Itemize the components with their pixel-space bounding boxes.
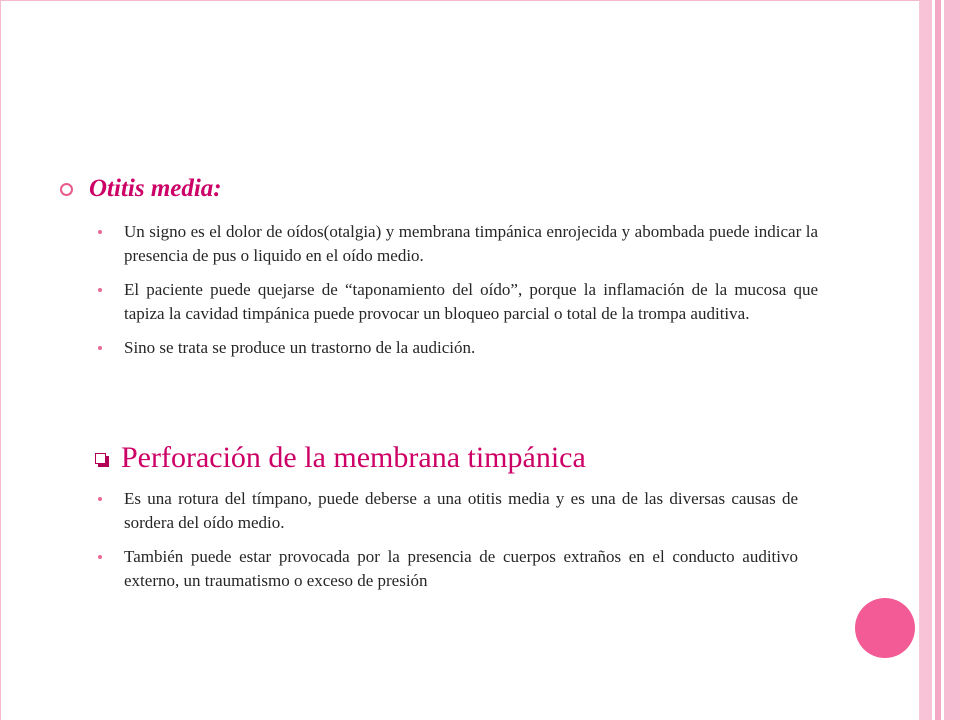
- bullet-text: Un signo es el dolor de oídos(otalgia) y membrana timpánica enrojecida y abombada puede indicar la presencia de pus o liquido en el oído medio.: [124, 222, 818, 265]
- bullet-text: Es una rotura del tímpano, puede deberse a una otitis media y es una de las diversas causas de sordera del oído medio.: [124, 489, 798, 532]
- list-item: [98, 220, 818, 268]
- bullet-text: También puede estar provocada por la presencia de cuerpos extraños en el conducto auditivo externo, un traumatismo o exceso de presión: [124, 547, 798, 590]
- decorative-band: [944, 0, 960, 720]
- otitis-media-heading: [60, 175, 222, 203]
- bullet-text: El paciente puede quejarse de “taponamiento del oído”, porque la inflamación de la mucosa que tapiza la cavidad timpánica puede provocar un bloqueo parcial o total de la trompa auditiva.: [124, 280, 818, 323]
- bullet-dot-icon: [98, 288, 102, 292]
- bullet-dot-icon: [98, 555, 102, 559]
- decorative-circle: [855, 598, 915, 658]
- list-item: [98, 545, 798, 593]
- bullet-text: Sino se trata se produce un trastorno de la audición.: [124, 338, 476, 357]
- otitis-media-bullet-list: [98, 220, 818, 370]
- ring-bullet-icon: [60, 183, 73, 196]
- decorative-band: [920, 0, 932, 720]
- section-title: Perforación de la membrana timpánica: [121, 441, 586, 474]
- list-item: [98, 336, 818, 360]
- list-item: [98, 278, 818, 326]
- perforation-bullet-list: [98, 487, 798, 603]
- perforation-heading: [95, 441, 586, 475]
- section-title: Otitis media:: [89, 175, 222, 202]
- bullet-dot-icon: [98, 497, 102, 501]
- list-item: [98, 487, 798, 535]
- bullet-dot-icon: [98, 346, 102, 350]
- bullet-dot-icon: [98, 230, 102, 234]
- checkbox-square-icon: [95, 453, 109, 467]
